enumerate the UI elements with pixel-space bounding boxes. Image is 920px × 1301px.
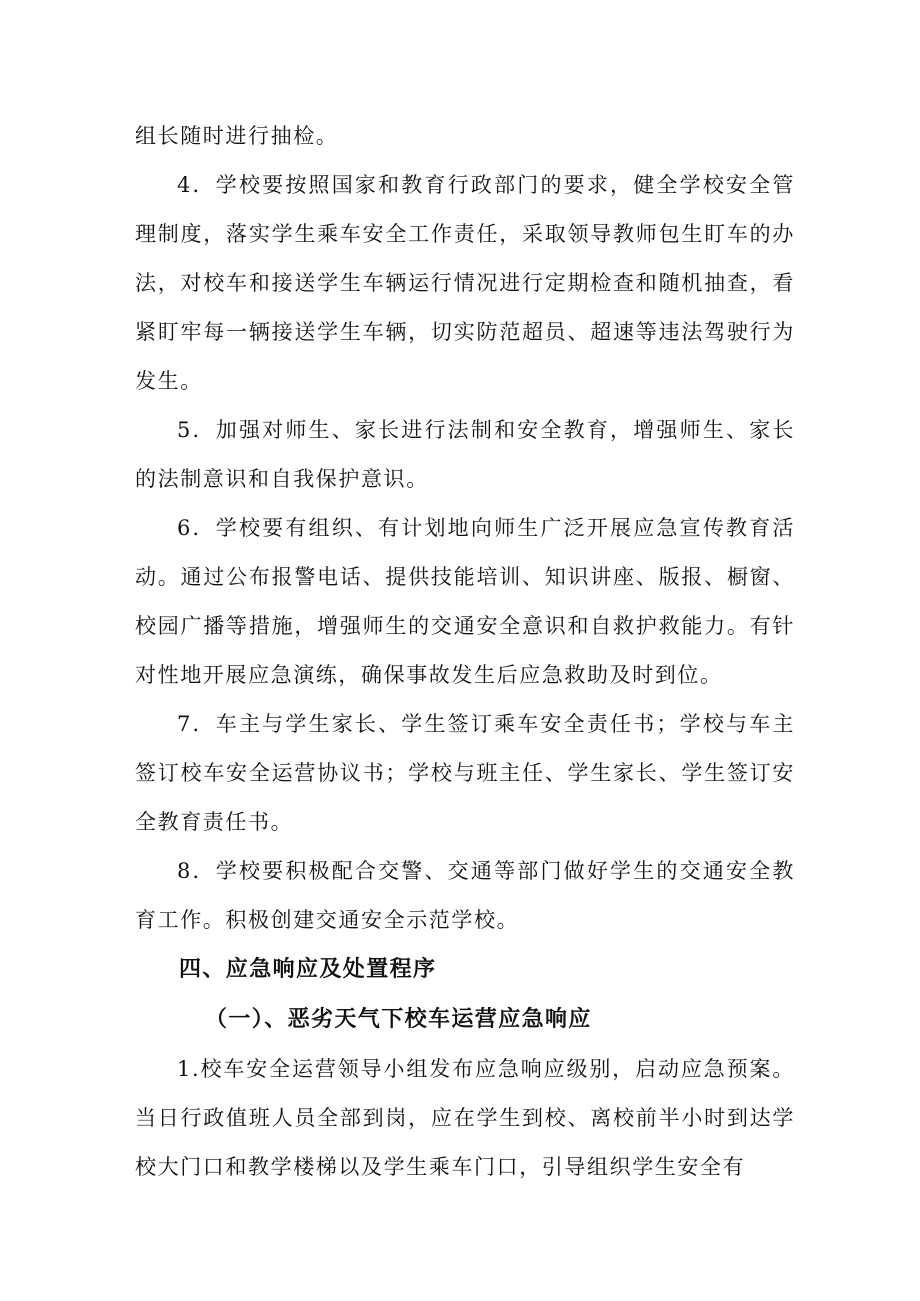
paragraph-item-5: 5．加强对师生、家长进行法制和安全教育，增强师生、家长的法制意识和自我保护意识。	[135, 418, 795, 491]
paragraph-continuation: 组长随时进行抽检。	[135, 124, 339, 148]
subsection-heading: （一）、恶劣天气下校车运营应急响应	[205, 1007, 592, 1032]
paragraph-item-4: 4．学校要按照国家和教育行政部门的要求，健全学校安全管理制度，落实学生乘车安全工作责任，采取领导教师包生盯车的办法，对校车和接送学生车辆运行情况进行定期检查和随机抽查，看紧盯牢每一辆接送学生车辆，切实防范超员、超速等违法驾驶行为发生。	[135, 173, 795, 393]
paragraph-response-1: 1.校车安全运营领导小组发布应急响应级别，启动应急预案。当日行政值班人员全部到岗，应在学生到校、离校前半小时到达学校大门口和教学楼梯以及学生乘车门口，引导组织学生安全有	[135, 1057, 795, 1179]
paragraph-item-7: 7．车主与学生家长、学生签订乘车安全责任书；学校与车主签订校车安全运营协议书；学校与班主任、学生家长、学生签订安全教育责任书。	[135, 712, 795, 834]
document-body	[135, 112, 795, 1192]
paragraph-item-6: 6．学校要有组织、有计划地向师生广泛开展应急宣传教育活动。通过公布报警电话、提供技能培训、知识讲座、版报、橱窗、校园广播等措施，增强师生的交通安全意识和自救护救能力。有针对性地开展应急演练，确保事故发生后应急救助及时到位。	[135, 516, 795, 687]
section-heading: 四、应急响应及处置程序	[179, 957, 437, 982]
paragraph-item-8: 8．学校要积极配合交警、交通等部门做好学生的交通安全教育工作。积极创建交通安全示范学校。	[135, 859, 795, 932]
